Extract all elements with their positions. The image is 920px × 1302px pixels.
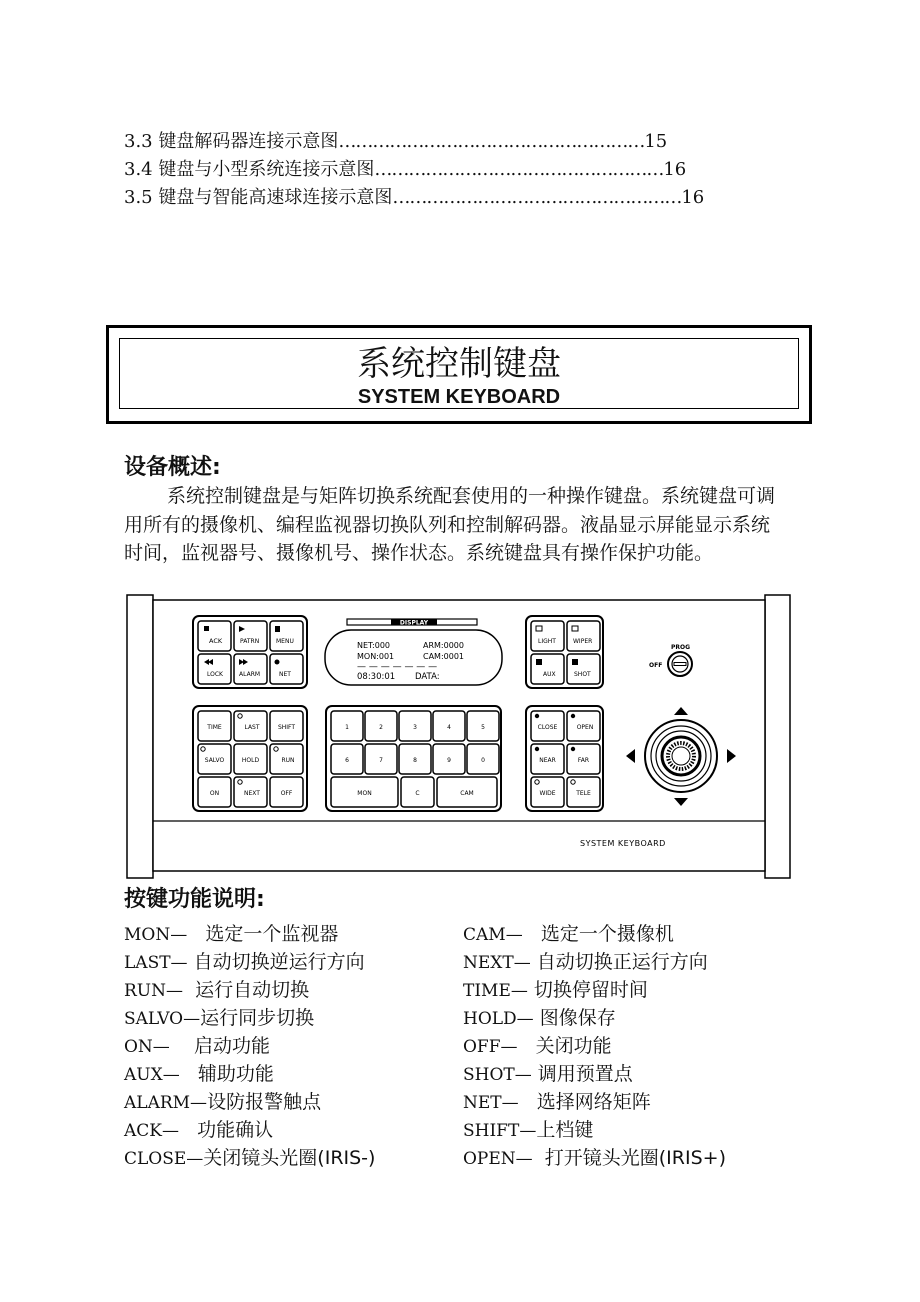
key-run (270, 744, 303, 774)
title-inner-frame (119, 338, 799, 409)
key-sep (519, 1091, 537, 1113)
key-last (234, 711, 267, 741)
key-desc: 选定一个摄像机 (540, 923, 674, 945)
lcd-dashes: — — — — — — — (357, 662, 438, 672)
key-desc-right-4 (463, 1031, 612, 1058)
key-digit-label: 3 (413, 724, 417, 731)
key-far (567, 744, 600, 774)
key-ack (198, 621, 231, 651)
key-label-c: C (415, 790, 420, 797)
pause-icon (275, 626, 280, 632)
key-label-ack: ACK (209, 637, 223, 645)
toc-line-2 (124, 155, 686, 181)
keys-heading: 按键功能说明: (124, 887, 265, 912)
display-label: DISPLAY (399, 619, 429, 627)
key-name: ACK— (124, 1121, 179, 1141)
key-desc-left-1 (124, 947, 365, 974)
key-alarm (234, 654, 267, 684)
key-desc: 运行同步切换 (200, 1007, 315, 1029)
key-label-aux: AUX (543, 671, 556, 678)
toc-page: 16 (681, 187, 705, 208)
key-label-on: ON (209, 790, 220, 797)
key-desc-right-0 (463, 919, 674, 946)
toc-line-3 (124, 183, 704, 209)
key-desc: 功能确认 (197, 1119, 274, 1141)
key-label-next: NEXT (244, 790, 260, 797)
key-desc: 设防报警触点 (207, 1091, 322, 1113)
key-name: ALARM— (124, 1093, 208, 1113)
key-label-hold: HOLD (241, 757, 260, 764)
key-digit-label: 9 (447, 757, 451, 764)
key-name: NEXT— (463, 953, 531, 973)
right-bracket (765, 595, 790, 878)
key-desc-left-2 (124, 975, 309, 1002)
key-label-mon: MON (357, 790, 372, 797)
key-net (270, 654, 303, 684)
key-desc-right-3 (463, 1003, 616, 1030)
key-desc: 上档键 (536, 1119, 594, 1141)
key-desc-left-7 (124, 1115, 273, 1142)
key-name: LAST— (124, 953, 188, 973)
toc-line-1 (124, 127, 667, 153)
key-digit (467, 711, 499, 741)
key-label-open: OPEN (576, 724, 594, 731)
key-label-run: RUN (281, 757, 295, 764)
key-next (234, 777, 267, 807)
toc-page: 15 (644, 131, 668, 152)
key-label-off: OFF (280, 790, 293, 797)
key-label-last: LAST (244, 724, 260, 731)
key-label-net: NET (279, 671, 291, 678)
key-shift (270, 711, 303, 741)
key-name: AUX— (124, 1065, 180, 1085)
key-sep (523, 923, 541, 945)
key-desc-left-8 (124, 1143, 375, 1170)
key-digit-label: 8 (413, 757, 417, 764)
key-label-far: FAR (577, 757, 590, 764)
key-desc: 选择网络矩阵 (536, 1091, 651, 1113)
key-name: ON— (124, 1037, 170, 1057)
key-shot (567, 654, 600, 684)
dot-icon (571, 747, 575, 751)
key-desc: 自动切换逆运行方向 (193, 951, 365, 973)
key-lock (198, 654, 231, 684)
key-digit-label: 1 (345, 724, 349, 731)
key-digit (433, 711, 465, 741)
toc-label: 3.3 键盘解码器连接示意图 (124, 131, 339, 152)
key-name: SALVO— (124, 1009, 201, 1029)
key-desc: 启动功能 (193, 1035, 270, 1057)
key-label-menu: MENU (276, 638, 294, 645)
key-off (270, 777, 303, 807)
key-on (198, 777, 231, 807)
key-digit (331, 711, 363, 741)
keyboard-illustration (125, 593, 793, 883)
key-sep (183, 979, 195, 1001)
key-desc-right-7 (463, 1115, 593, 1142)
key-label-time: TIME (207, 724, 222, 731)
small-square-icon (204, 626, 209, 631)
key-menu (270, 621, 303, 651)
key-salvo (198, 744, 231, 774)
key-name: OPEN— (463, 1149, 533, 1169)
key-desc: 打开镜头光圈(IRIS+) (544, 1147, 726, 1169)
lcd-mon: MON:001 (357, 652, 395, 661)
key-name: NET— (463, 1093, 519, 1113)
key-name: RUN— (124, 981, 184, 1001)
key-desc: 选定一个监视器 (205, 923, 339, 945)
key-digit-label: 0 (481, 757, 485, 764)
key-slot (674, 663, 686, 666)
key-digit-label: 4 (447, 724, 451, 731)
key-digit (467, 744, 499, 774)
key-sep (518, 1035, 536, 1057)
key-desc: 关闭功能 (535, 1035, 612, 1057)
key-wiper (567, 621, 600, 651)
key-close (531, 711, 564, 741)
key-aux (531, 654, 564, 684)
key-label-light: LIGHT (538, 638, 556, 645)
key-near (531, 744, 564, 774)
key-digit (433, 744, 465, 774)
key-label-salvo: SALVO (204, 757, 225, 764)
key-digit (331, 744, 363, 774)
key-label-alarm: ALARM (239, 671, 261, 678)
key-label-shift: SHIFT (277, 724, 296, 731)
key-desc: 运行自动切换 (195, 979, 310, 1001)
key-sep (179, 1119, 197, 1141)
key-desc: 图像保存 (539, 1007, 616, 1029)
key-sep (533, 1147, 545, 1169)
joystick-cap (672, 747, 690, 765)
key-mon (331, 777, 398, 807)
key-label-near: NEAR (539, 757, 556, 764)
key-desc-left-6 (124, 1087, 321, 1114)
toc-dots: …………………………………………… (392, 187, 682, 208)
key-name: CAM— (463, 925, 523, 945)
toc-label: 3.5 键盘与智能高速球连接示意图 (124, 187, 393, 208)
key-sep (180, 1063, 198, 1085)
key-desc-right-1 (463, 947, 708, 974)
overview-paragraph: 系统控制键盘是与矩阵切换系统配套使用的一种操作键盘。系统键盘可调用所有的摄像机、编程监视器切换队列和控制解码器。液晶显示屏能显示系统时间，监视器号、摄像机号、操作状态。系统键盘具有操作保护功能。 (124, 485, 776, 564)
key-digit-label: 5 (481, 724, 485, 731)
key-name: CLOSE— (124, 1149, 204, 1169)
overview-heading: 设备概述: (124, 455, 221, 480)
lcd-cam: CAM:0001 (423, 652, 465, 661)
key-sep (170, 1035, 194, 1057)
key-tele (567, 777, 600, 807)
key-digit-label: 7 (379, 757, 383, 764)
toc-dots: …………………………………………… (374, 159, 664, 180)
key-light (531, 621, 564, 651)
toc-dots: ……………………………………………… (338, 131, 645, 152)
prog-label: PROG (671, 644, 691, 651)
key-name: SHOT— (463, 1065, 532, 1085)
key-desc: 自动切换正运行方向 (536, 951, 708, 973)
key-desc: 切换停留时间 (533, 979, 648, 1001)
key-patrn (234, 621, 267, 651)
key-open (567, 711, 600, 741)
key-digit (399, 744, 431, 774)
toc-label: 3.4 键盘与小型系统连接示意图 (124, 159, 375, 180)
page-title-cn: 系统控制键盘 (357, 344, 561, 384)
lcd-screen (325, 630, 502, 685)
key-label-lock: LOCK (207, 671, 223, 678)
lcd-net: NET:000 (357, 641, 391, 650)
key-desc: 调用预置点 (537, 1063, 633, 1085)
key-digit (399, 711, 431, 741)
key-label-close: CLOSE (537, 724, 558, 731)
key-digit-label: 2 (379, 724, 383, 731)
square-icon (572, 659, 578, 665)
left-bracket (127, 595, 153, 878)
key-time (198, 711, 231, 741)
lcd-data: DATA: (415, 672, 440, 682)
key-desc-right-8 (463, 1143, 726, 1170)
key-desc-left-5 (124, 1059, 274, 1086)
key-digit (365, 744, 397, 774)
key-label-patrn: PATRN (240, 638, 260, 645)
lcd-time: 08:30:01 (357, 672, 396, 682)
key-desc: 关闭镜头光圈(IRIS-) (203, 1147, 376, 1169)
key-desc-left-3 (124, 1003, 314, 1030)
page-title-en: SYSTEM KEYBOARD (357, 386, 561, 408)
key-desc: 辅助功能 (197, 1063, 274, 1085)
footer-label: SYSTEM KEYBOARD (580, 839, 666, 848)
key-digit-label: 6 (345, 757, 349, 764)
key-name: SHIFT— (463, 1121, 537, 1141)
key-desc-right-6 (463, 1087, 651, 1114)
title-box (106, 325, 812, 424)
key-desc-right-2 (463, 975, 648, 1002)
key-hold (234, 744, 267, 774)
key-label-shot: SHOT (574, 671, 591, 678)
sun-icon (571, 714, 575, 718)
key-desc-left-4 (124, 1031, 270, 1058)
grid-icon (536, 659, 542, 665)
key-desc-left-0 (124, 919, 338, 946)
key-name: OFF— (463, 1037, 518, 1057)
key-label-wide: WIDE (539, 790, 556, 797)
key-label-tele: TELE (576, 790, 591, 797)
key-name: MON— (124, 925, 188, 945)
key-name: HOLD— (463, 1009, 534, 1029)
lcd-arm: ARM:0000 (423, 641, 464, 650)
key-clear (401, 777, 434, 807)
key-desc-right-5 (463, 1059, 633, 1086)
key-name: TIME— (463, 981, 528, 1001)
dot-icon (535, 747, 539, 751)
off-label: OFF (649, 662, 663, 669)
sun-icon (535, 714, 539, 718)
toc-page: 16 (663, 159, 687, 180)
key-digit (365, 711, 397, 741)
key-label-wiper: WIPER (573, 638, 593, 645)
key-label-cam: CAM (460, 790, 474, 797)
key-cam (437, 777, 497, 807)
key-sep (187, 923, 205, 945)
dot-icon (275, 660, 280, 665)
key-wide (531, 777, 564, 807)
